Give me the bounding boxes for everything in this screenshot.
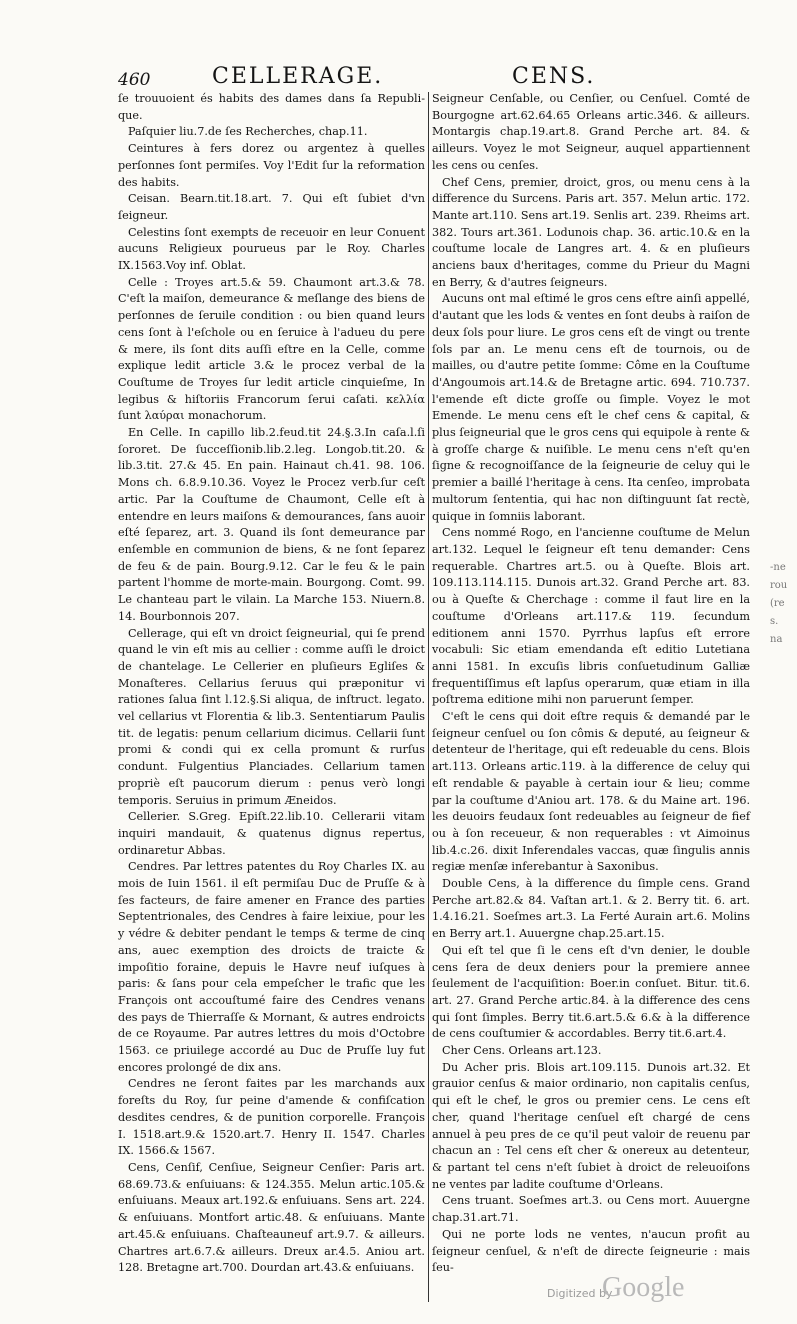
paragraph: Cellerier. S.Greg. Epiſt.22.lib.10. Cellerarii vitam inquiri mandauit, & quatenus dignus repertus, ordinaretur Abbas. <box>118 810 425 857</box>
running-title-right: CENS. <box>512 64 596 89</box>
paragraph: C'eſt le cens qui doit eſtre requis & demandé par le ſeigneur cenſuel ou ſon cômis & deputé, au ſeigneur & detenteur de l'heritage, qui eſt redeuable du cens. Blois art.113. Orleans artic.119. à la difference de celuy qui eſt rendable & payable à certain iour & lieu; comme par la couſtume d'Aniou art. 178. & du Maine art. 196. les deuoirs feudaux ſont redeuables au ſeigneur de fief ou à ſon receueur, & non requerables : vt Aimoinus lib.4.c.26. dixit Inferendales vaccas, quæ ſingulis annis regiæ menſæ inferebantur à Saxonibus. <box>432 710 750 874</box>
page-number: 460 <box>118 70 151 90</box>
margin-fragment: rou <box>770 580 788 591</box>
digitized-by-label: Digitized by <box>547 1287 613 1300</box>
margin-fragment: (re <box>770 598 785 609</box>
paragraph: Qui ne porte lods ne ventes, n'aucun profit au ſeigneur cenſuel, & n'eſt de directe ſeigneurie : mais ſeu- <box>432 1227 750 1275</box>
running-header <box>0 60 797 88</box>
margin-fragment: ‑ne <box>770 562 786 573</box>
paragraph: Cens nommé Rogo, en l'ancienne couſtume de Melun art.132. Lequel le ſeigneur eſt tenu demander: Cens requerable. Chartres art.5. ou à Queſte. Blois art. 109.113.114.115. Dunois art.32. Grand Perche art. 83. ou à Queſte & Cherchage : comme il faut lire en la couſtume d'Orleans art.117.& 119. ſecundum editionem anni 1570. Pyrrhus lapſus eſt errore vocabuli: Sic etiam emendanda eſt editio Lutetiana anni 1581. In excuſis libris conſuetudinum Galliæ frequentiſſimus eſt lapſus operarum, quæ etiam in illa poſtrema editione mihi non paruerunt ſemper. <box>432 526 750 707</box>
paragraph: Double Cens, à la difference du ſimple cens. Grand Perche art.82.& 84. Vaſtan art.1. & 2. Berry tit. 6. art. 1.4.16.21. Soeſmes art.3. La Ferté Aurain art.6. Molins en Berry art.1. Auuergne chap.25.art.15. <box>432 877 750 941</box>
margin-fragment: na <box>770 634 783 645</box>
paragraph: ſe trouuoient és habits des dames dans ſa Republi-que. <box>118 92 425 122</box>
paragraph: Cher Cens. Orleans art.123. <box>442 1044 602 1058</box>
paragraph: Celestins ſont exempts de receuoir en leur Conuent aucuns Religieux pourueus par le Roy. Charles IX.1563.Voy inf. Oblat. <box>118 225 425 273</box>
paragraph: Du Acher pris. Blois art.109.115. Dunois art.32. Et grauior cenſus & maior ordinario, non capitalis cenſus, qui eſt le chef, le gros ou premier cens. Le cens eſt cher, quand l'heritage cenſuel eſt chargé de cens annuel à peu pres de ce qu'il peut valoir de reuenu par chacun an : Tel cens eſt cher & onereux au detenteur, & partant tel cens n'eſt ſubiet à droict de releuoiſons ne ventes par ladite couſtume d'Orleans. <box>432 1060 750 1191</box>
paragraph: Ceisan. Bearn.tit.18.art. 7. Qui eſt ſubiet d'vn ſeigneur. <box>118 192 425 222</box>
paragraph: Celle : Troyes art.5.& 59. Chaumont art.3.& 78. C'eſt la maiſon, demeurance & meſlange des biens de perſonnes de ſeruile condition : ou bien quand leurs cens ſont à l'eſchole ou en ſeruice à l'adueu du pere & mere, ils ſont dits auſſi eſtre en la Celle, comme explique ledit article 3.& le procez verbal de la Couſtume de Troyes ſur ledit article cinquieſme, In legibus & hiſtoriis Francorum ſerui caſati. κελλία ſunt λαύραι monachorum. <box>118 275 425 423</box>
paragraph: Cens, Cenſif, Cenſiue, Seigneur Cenſier: Paris art. 68.69.73.& enſuiuans: & 124.355. Melun artic.105.& enſuiuans. Meaux art.192.& enſuiuans. Sens art. 224. & enſuiuans. Montfort artic.48. & enſuiuans. Mante art.45.& enſuiuans. Chaſteauneuf art.9.7. & ailleurs. Chartres art.6.7.& ailleurs. Dreux ar.4.5. Aniou art. 128. Bretagne art.700. Dourdan art.43.& enſuiuans. <box>118 1161 425 1275</box>
paragraph: Cellerage, qui eſt vn droict ſeigneurial, qui ſe prend quand le vin eſt mis au cellier : comme auſſi le droict de chantelage. Le Cellerier en pluſieurs Egliſes & Monaſteres. Cellarius ſeruus qui præponitur vi rationes ſalua ſint l.12.§.Si aliqua, de inſtruct. legato. vel cellarius vt Florentia & lib.3. Sententiarum Paulis tit. de legatis: penum cellarium dicimus. Cellarii ſunt promi & condi qui ex cella promunt & rurſus condunt. Fulgentius Planciades. Cellarium tamen propriè eſt paucorum dierum : penus verò longi temporis. Seruius in primum Æneidos. <box>118 626 425 807</box>
paragraph: Cendres ne ſeront faites par les marchands aux foreſts du Roy, ſur peine d'amende & confiſcation desdites cendres, & de punition corporelle. François I. 1518.art.9.& 1520.art.7. Henry II. 1547. Charles IX. 1566.& 1567. <box>118 1077 425 1158</box>
paragraph: Aucuns ont mal eſtimé le gros cens eſtre ainſi appellé, d'autant que les lods & ventes en ſont deubs à raiſon de deux ſols pour liure. Le gros cens eſt de vingt ou trente ſols par an. Le menu cens eſt de tournois, ou de mailles, ou d'autre petite ſomme: Côme en la Couſtume d'Angoumois art.14.& de Bretagne artic. 694. 710.737. l'emende eſt dicte groſſe ou ſimple. Voyez le mot Emende. Le menu cens eſt le chef cens & capital, & plus ſeigneurial que le gros cens qui equipole à rente & à groſſe charge & nuiſible. Le menu cens n'eſt qu'en ſigne & recognoiſſance de la ſeigneurie de celuy qui le premier a baillé l'heritage à cens. Ita cenſeo, improbata multorum ſententia, qui hac non diſtinguunt ſat rectè, quique in ſomniis laborant. <box>432 292 750 523</box>
paragraph: Cendres. Par lettres patentes du Roy Charles IX. au mois de Iuin 1561. il eſt permiſau Duc de Pruſſe & à ſes facteurs, de faire amener en France des parties Septentrionales, des Cendres à faire leixiue, pour les y védre & debiter pendant le temps & terme de cinq ans, auec exemption des droicts de traicte & impoſitio foraine, depuis le Havre neuf iuſques à paris: & ſans pour cela empeſcher le trafic que les François ont accouſtumé faire des Cendres venans des pays de Thierraſſe & Mornant, & autres endroicts de ce Royaume. Par autres lettres du mois d'Octobre 1563. ce priuilege accordé au Duc de Pruſſe luy fut encores prolongé de dix ans. <box>118 860 425 1074</box>
paragraph: Seigneur Cenſable, ou Cenſier, ou Cenſuel. Comté de Bourgogne art.62.64.65 Orleans artic.346. & ailleurs. Montargis chap.19.art.8. Grand Perche art. 84. & ailleurs. Voyez le mot Seigneur, auquel appartiennent les cens ou cenſes. <box>432 92 750 172</box>
paragraph: Qui eſt tel que ſi le cens eſt d'vn denier, le double cens ſera de deux deniers pour la premiere annee ſeulement de l'acquiſition: Boer.in conſuet. Bitur. tit.6. art. 27. Grand Perche artic.84. à la difference des cens qui ſont ſimples. Berry tit.6.art.5.& 6.& à la difference de cens couſtumier & accordables. Berry tit.6.art.4. <box>432 943 750 1041</box>
left-column <box>118 91 425 1277</box>
margin-fragment: s. <box>770 616 779 627</box>
paragraph: En Celle. In capillo lib.2.feud.tit 24.§.3.In caſa.l.ſi ſororet. De ſucceſſionib.lib.2.leg. Longob.tit.20. & lib.3.tit. 27.& 45. En pain. Hainaut ch.41. 98. 106. Mons ch. 6.8.9.10.36. Voyez le Procez verb.ſur ceſt artic. Par la Couſtume de Chaumont, Celle eſt à entendre en leurs maiſons & demourances, ſans auoir eſté ſeparez, art. 3. Quand ils ſont demeurance par enſemble en communion de biens, & ne ſont ſeparez de feu & de pain. Bourg.9.12. Car le feu & le pain partent l'homme de morte-main. Bourgong. Comt. 99. Le chanteau part le vilain. La Marche 153. Niuern.8. 14. Bourbonnois 207. <box>118 426 425 623</box>
right-column <box>432 91 750 1277</box>
running-title-left: CELLERAGE. <box>212 64 384 89</box>
google-watermark <box>547 1270 767 1310</box>
paragraph: Chef Cens, premier, droict, gros, ou menu cens à la difference du Surcens. Paris art. 357. Melun artic. 172. Mante art.110. Sens art.19. Senlis art. 239. Rheims art. 382. Tours art.361. Lodunois chap. 36. artic.10.& en la couſtume locale de Langres art. 4. & en pluſieurs anciens baux d'heritages, comme du Prieur du Magni en Berry, & d'autres ſeigneurs. <box>432 175 750 289</box>
column-divider <box>428 92 429 1302</box>
paragraph: Paſquier liu.7.de ſes Recherches, chap.11. <box>128 125 368 139</box>
paragraph: Cens truant. Soeſmes art.3. ou Cens mort. Auuergne chap.31.art.71. <box>432 1194 750 1225</box>
google-logo: Google <box>602 1272 685 1303</box>
paragraph: Ceintures à fers dorez ou argentez à quelles perſonnes ſont permiſes. Voy l'Edit ſur la reformation des habits. <box>118 142 425 189</box>
